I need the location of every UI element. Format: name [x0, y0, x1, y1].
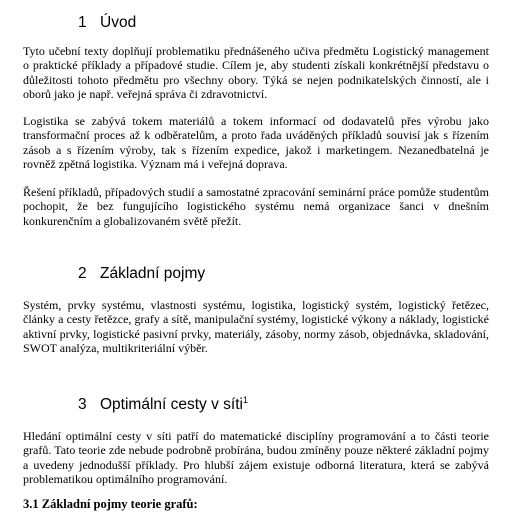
- footnote-marker[interactable]: 1: [242, 394, 248, 405]
- paragraph-keywords: Systém, prvky systému, vlastnosti systému, logistika, logistický systém, logistický řetězec, články a cesty řetězce, grafy a sítě, manipulační systémy, logistické výkony a náklady, logistické aktivní prvky, logistické pasivní prvky, materiály, zásoby, normy zásob, objednávka, skladování, SWOT analýza, multikriteriální výběr.: [23, 298, 489, 356]
- section-heading-zakladni-pojmy: [23, 265, 205, 283]
- section-number: 2: [78, 265, 87, 282]
- section-heading-optimalni-cesty: [23, 396, 248, 414]
- section-number: 1: [78, 14, 87, 31]
- paragraph-seminar: Řešení příkladů, případových studií a samostatné zpracování seminární práce pomůže studentům pochopit, že bez fungujícího logistického systému nemá organizace šanci v dnešním konkurenčním a globalizovaném světě přežít.: [23, 185, 489, 228]
- section-number: 3: [78, 396, 87, 413]
- subsection-heading-teorie-grafu: 3.1 Základní pojmy teorie grafů:: [23, 497, 198, 511]
- paragraph-logistics: Logistika se zabývá tokem materiálů a tokem informací od dodavatelů přes výrobu jako transformační proces až k odběratelům, a proto řada uváděných příkladů souvisí jak s řízením zásob a s řízením výroby, tak s řízením expedice, jakož i marketingem. Nezanedbatelná je rovněž zpětná logistika. Význam má i veřejná doprava.: [23, 114, 489, 172]
- paragraph-graph-theory: Hledání optimální cesty v síti patří do matematické disciplíny programování a to části teorie grafů. Tato teorie zde nebude podrobně probírána, budou zmíněny pouze některé základní pojmy a uvedeny jednodušší příklady. Pro hlubší zájem existuje odborná literatura, která se zabývá problematikou optimálního programování.: [23, 429, 489, 487]
- section-title: Základní pojmy: [100, 265, 206, 282]
- paragraph-intro: Tyto učební texty doplňují problematiku přednášeného učiva předmětu Logistický management o praktické příklady a případové studie. Cílem je, aby studenti získali konkrétnější představu o důležitosti tohoto předmětu pro všechny obory. Týká se nejen podnikatelských činností, ale i oborů jako je např. veřejná správa či zdravotnictví.: [23, 44, 489, 102]
- section-title: Optimální cesty v síti: [100, 396, 243, 413]
- section-title: Úvod: [100, 14, 137, 31]
- section-heading-uvod: [23, 14, 136, 32]
